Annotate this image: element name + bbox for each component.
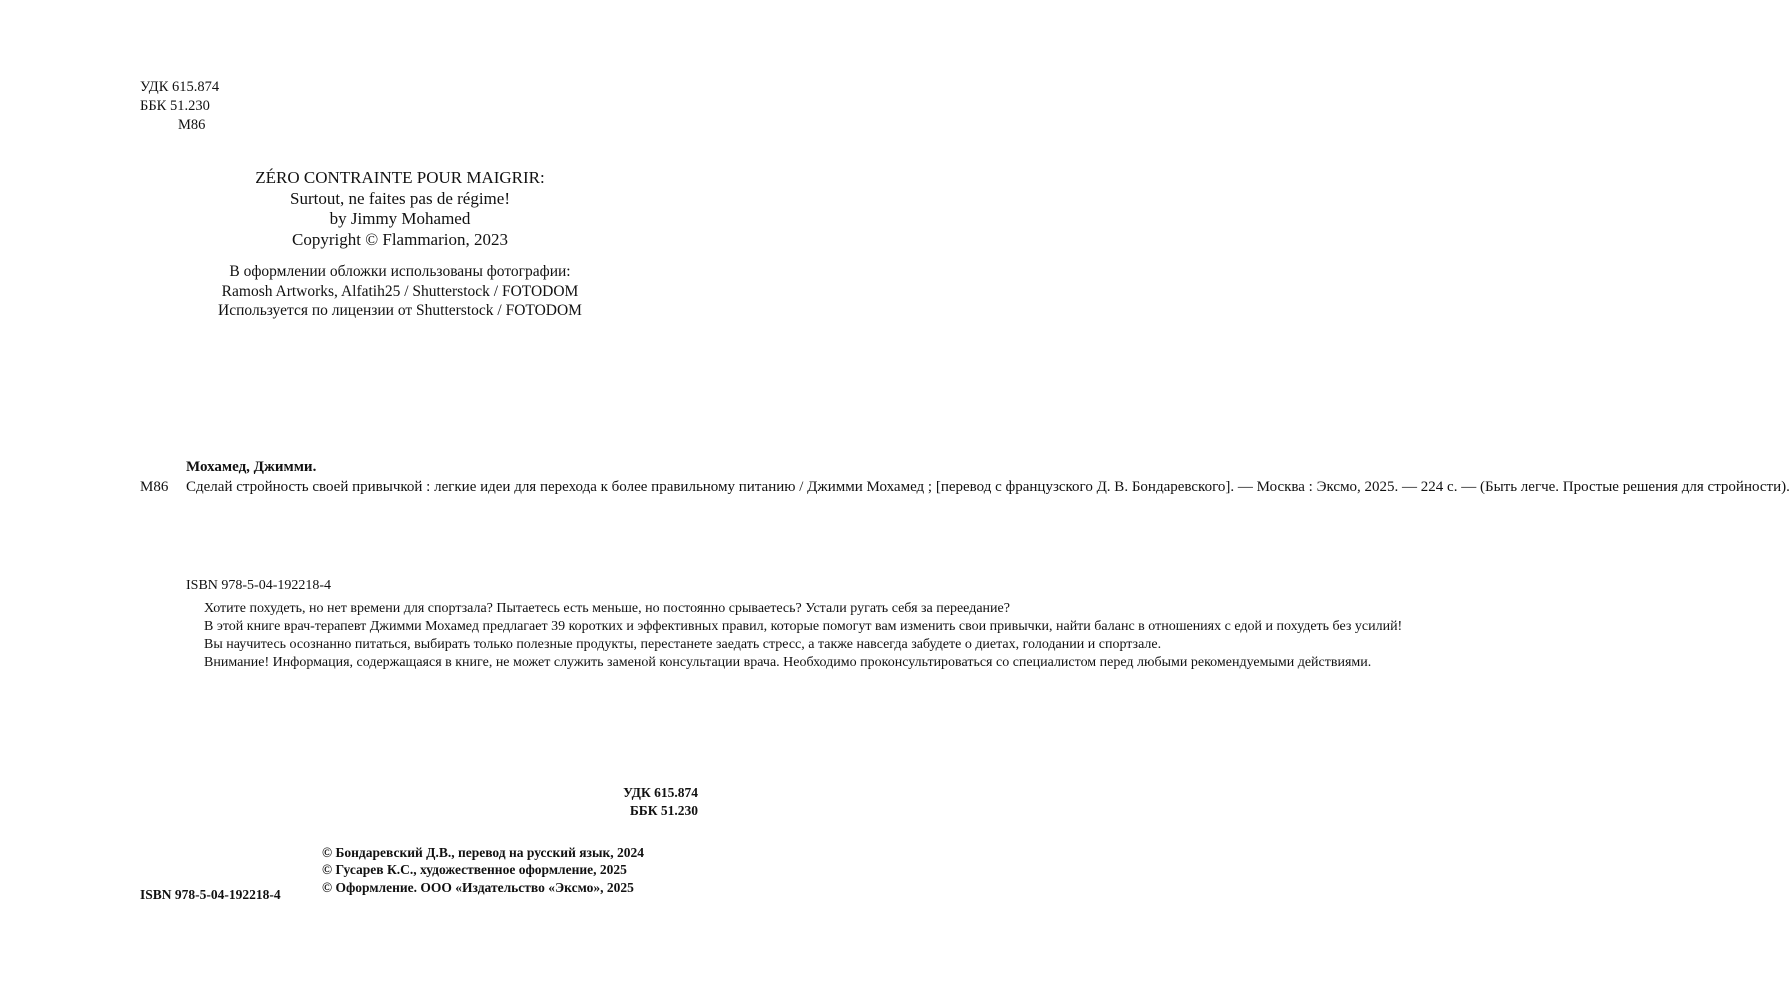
- isbn: ISBN 978-5-04-192218-4: [186, 578, 332, 593]
- original-subtitle: Surtout, ne faites pas de régime!: [290, 188, 510, 208]
- udk-code: УДК 615.874: [140, 79, 220, 95]
- annotation: [186, 600, 1403, 672]
- cover-photo-credits: [0, 262, 800, 321]
- bbk-code: ББК 51.230: [629, 802, 698, 818]
- annotation-paragraph: Внимание! Информация, содержащаяся в книге, не может служить заменой консультации врача. Необходимо проконсультироваться со специалистом перед любыми рекомендуемыми действиями.: [204, 655, 1372, 671]
- original-edition: [0, 168, 800, 250]
- annotation-paragraph: В этой книге врач-терапевт Джимми Мохамед предлагает 39 коротких и эффективных правил, которые помогут вам изменить свои привычки, найти баланс в отношениях с едой и похудеть без усилий!: [204, 619, 1403, 635]
- original-author: by Jimmy Mohamed: [329, 209, 471, 228]
- udk-code: УДК 615.874: [623, 785, 698, 800]
- copyright-line: © Оформление. ООО «Издательство «Эксмо», 2025: [322, 879, 634, 895]
- catalog-card: [140, 458, 1790, 498]
- bbk-code: ББК 51.230: [140, 98, 210, 114]
- cover-credit-line: В оформлении обложки использованы фотографии:: [229, 263, 571, 280]
- isbn-bottom: ISBN 978-5-04-192218-4: [140, 887, 281, 902]
- annotation-paragraph: Хотите похудеть, но нет времени для спортзала? Пытаетесь есть меньше, но постоянно срываетесь? Устали ругать себя за переедание?: [204, 601, 1010, 616]
- cover-credit-line: Используется по лицензии от Shutterstock / FOTODOM: [218, 302, 582, 319]
- annotation-paragraph: Вы научитесь осознанно питаться, выбирать только полезные продукты, перестанете заедать стресс, а также навсегда забудете о диетах, голодании и спортзале.: [204, 637, 1162, 653]
- classification-codes-bottom: [540, 784, 698, 819]
- copyright-line: © Бондаревский Д.В., перевод на русский язык, 2024: [322, 845, 645, 860]
- card-author-heading: Мохамед, Джимми.: [186, 459, 317, 475]
- card-code: М86: [140, 478, 169, 495]
- copyright-line: © Гусарев К.С., художественное оформление, 2025: [322, 862, 627, 878]
- author-mark: М86: [178, 117, 206, 133]
- original-title: ZÉRO CONTRAINTE POUR MAIGRIR:: [255, 168, 545, 187]
- original-copyright: Copyright © Flammarion, 2023: [292, 229, 508, 249]
- classification-codes: [140, 78, 219, 135]
- cover-credit-line: Ramosh Artworks, Alfatih25 / Shutterstock / FOTODOM: [221, 282, 579, 300]
- card-description: Сделай стройность своей привычкой : легкие идеи для перехода к более правильному питанию / Джимми Мохамед ; [перевод с французского Д. В. Бондаревского]. — Москва : Эксмо, 2025. — 224 с. — (Быть легче. Простые решения для стройности).: [186, 478, 1790, 495]
- copyright-notices: [322, 844, 700, 896]
